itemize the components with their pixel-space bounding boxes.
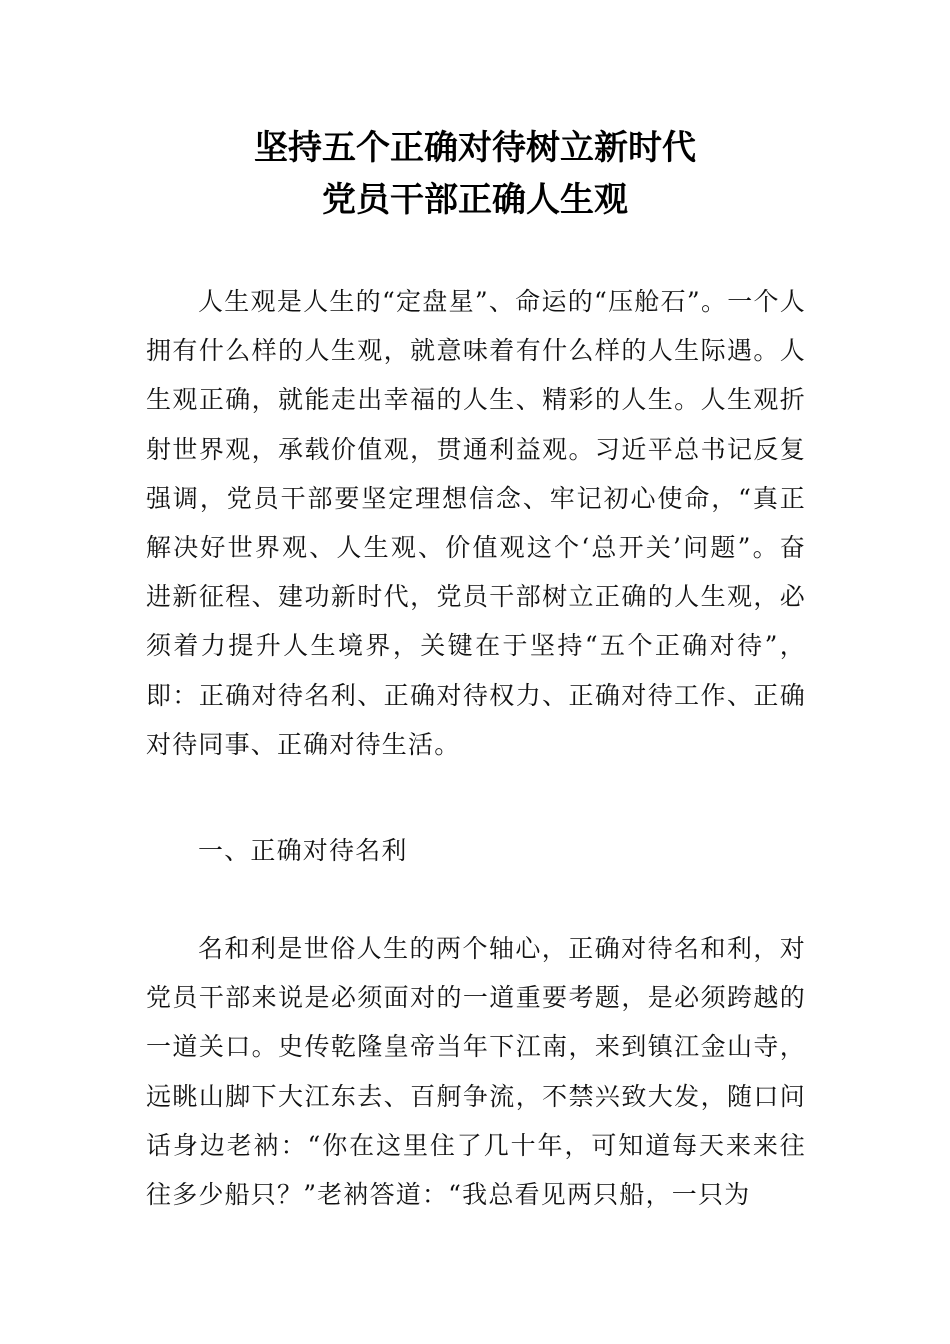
intro-paragraph: 人生观是人生的“定盘星”、命运的“压舱石”。一个人拥有什么样的人生观，就意味着有什么样的人生际遇。人生观正确，就能走出幸福的人生、精彩的人生。人生观折射世界观，承载价值观，贯通利益观。习近平总书记反复强调，党员干部要坚定理想信念、牢记初心使命，“真正解决好世界观、人生观、价值观这个‘总开关’问题”。奋进新征程、建功新时代，党员干部树立正确的人生观，必须着力提升人生境界，关键在于坚持“五个正确对待”，即：正确对待名利、正确对待权力、正确对待工作、正确对待同事、正确对待生活。 <box>146 287 806 759</box>
section-paragraph: 名和利是世俗人生的两个轴心，正确对待名和利，对党员干部来说是必须面对的一道重要考题，是必须跨越的一道关口。史传乾隆皇帝当年下江南，来到镇江金山寺，远眺山脚下大江东去、百舸争流，不禁兴致大发，随口问话身边老衲：“你在这里住了几十年，可知道每天来来往往多少船只？”老衲答道：“我总看见两只船，一只为 <box>146 934 806 1210</box>
title-line-2: 党员干部正确人生观 <box>322 180 628 220</box>
section-heading: 一、正确对待名利 <box>198 836 408 865</box>
title-line-1: 坚持五个正确对待树立新时代 <box>254 128 696 168</box>
document-title <box>0 122 950 226</box>
